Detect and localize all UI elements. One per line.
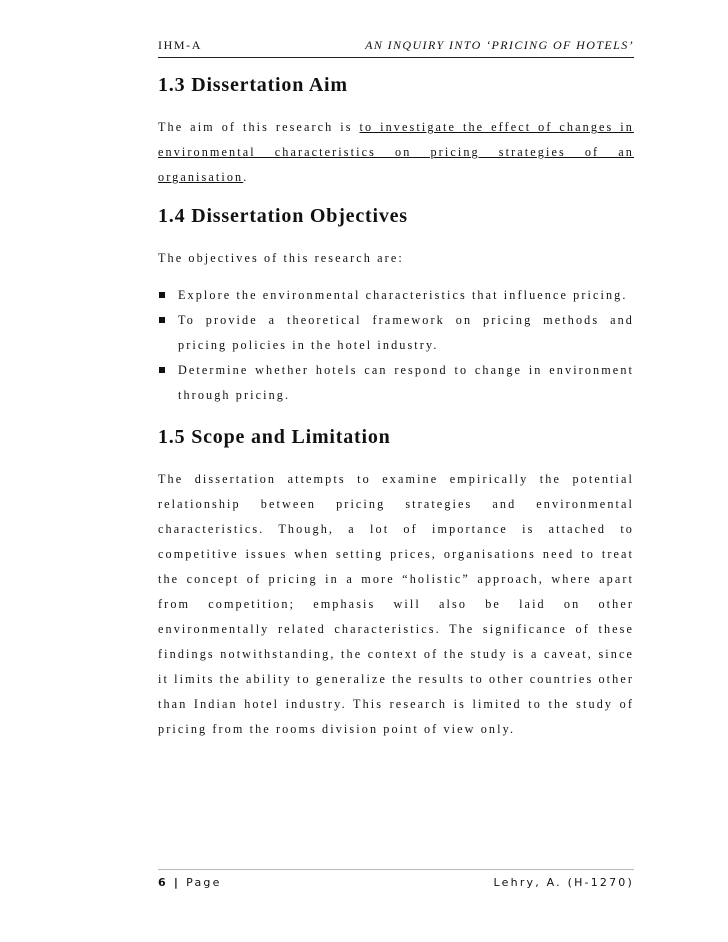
page-separator: |	[167, 876, 187, 889]
page-indicator	[158, 876, 222, 889]
aim-text-underlined: to investigate the effect of changes in environmental characteristics on pricing strategies of an organisation	[158, 120, 634, 184]
section-aim	[158, 74, 634, 190]
square-bullet-icon	[159, 292, 165, 298]
section-scope	[158, 426, 634, 742]
header-right: AN INQUIRY INTO ‘PRICING OF HOTELS’	[365, 38, 634, 52]
objectives-list	[158, 283, 634, 408]
list-item	[158, 283, 634, 308]
scope-heading: 1.5 Scope and Limitation	[158, 426, 391, 448]
objectives-intro: The objectives of this research are:	[158, 251, 404, 265]
page-label: Page	[186, 876, 222, 889]
header-left: IHM-A	[158, 38, 202, 52]
list-item-text: To provide a theoretical framework on pricing methods and pricing policies in the hotel industry.	[178, 313, 634, 352]
footer-author: Lehry, A. (H-1270)	[493, 876, 634, 889]
list-item	[158, 308, 634, 358]
page-number: 6	[158, 876, 168, 889]
square-bullet-icon	[159, 367, 165, 373]
square-bullet-icon	[159, 317, 165, 323]
scope-paragraph: The dissertation attempts to examine empirically the potential relationship between pricing strategies and environmental characteristics. Though, a lot of importance is attached to competitive issues when setting prices, organisations need to treat the concept of pricing in a more “holistic” approach, where apart from competition; emphasis will also be laid on other environmentally related characteristics. The significance of these findings notwithstanding, the context of the study is a caveat, since it limits the ability to generalize the results to other countries other than Indian hotel industry. This research is limited to the study of pricing from the rooms division point of view only.	[158, 472, 634, 736]
list-item-text: Determine whether hotels can respond to change in environment through pricing.	[178, 363, 634, 402]
list-item-text: Explore the environmental characteristics that influence pricing.	[178, 288, 628, 302]
objectives-heading: 1.4 Dissertation Objectives	[158, 205, 408, 227]
page-footer	[158, 869, 634, 889]
aim-heading: 1.3 Dissertation Aim	[158, 74, 348, 96]
aim-text-post: .	[243, 170, 249, 184]
list-item	[158, 358, 634, 408]
aim-paragraph	[158, 115, 634, 190]
section-objectives	[158, 205, 634, 408]
aim-text-pre: The aim of this research is	[158, 120, 360, 134]
page-header	[158, 38, 634, 58]
